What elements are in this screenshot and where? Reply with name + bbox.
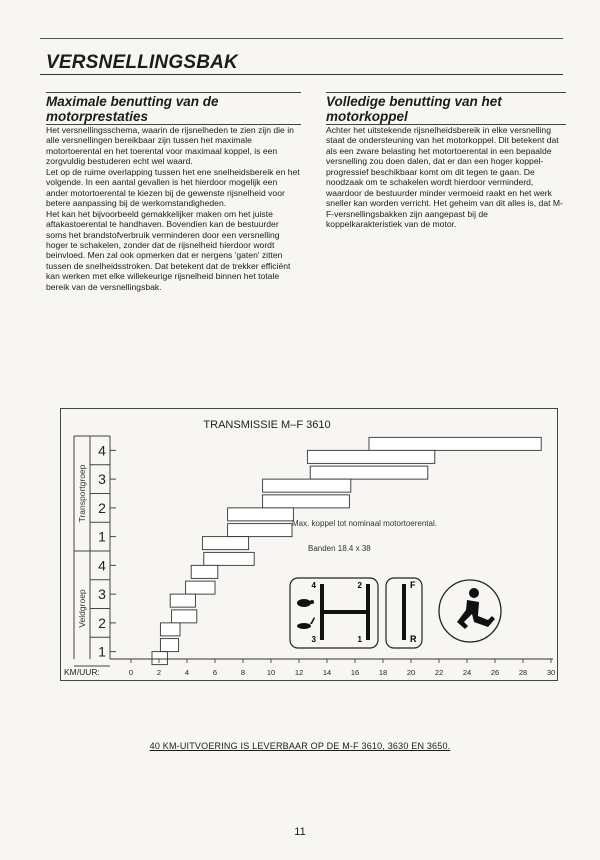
speed-range-bar [152,652,167,665]
gear-label: 1 [357,635,362,644]
speed-range-bar [202,537,248,550]
gear-label: 3 [311,635,316,644]
gear-label: 2 [357,581,362,590]
x-tick-label: 12 [294,668,304,677]
gear-number: 4 [98,557,106,574]
group-label: Transportgroep [77,464,87,523]
speed-range-bar [228,508,294,521]
speed-range-bar [204,552,254,565]
x-tick-label: 14 [322,668,332,677]
right-paragraph: Achter het uitstekende rijsnelheidsbereik in elke versnelling staat de ondersteuning van het motorkoppel. Dit betekent dat als een zware belasting het motortoerental in een bepaalde versnelling zou doen dalen, dat er dan een hoger koppel-progressief beschikbaar komt om dit tegen te gaan. De noodzaak om te schakelen wordt hierdoor verminderd, waardoor de bestuurder minder vermoeid raakt en het werk sneller kan worden verricht. Het geheim van dit alles is, dat M-F-versnellingsbakken zijn aangepast bij de koppelkarakteristiek van de motor. [326,125,563,230]
x-tick-label: 24 [462,668,472,677]
speed-range-bar [228,524,292,537]
chart-note-torque: Max. koppel tot nominaal motortoerental. [292,519,437,528]
gear-number: 1 [98,643,106,660]
title-underline [40,74,563,75]
chart-title: TRANSMISSIE M–F 3610 [203,419,331,431]
top-rule [40,38,563,39]
x-tick-label: 18 [378,668,388,677]
x-tick-label: 16 [350,668,360,677]
speed-range-bar [307,450,434,463]
gear-number: 2 [98,499,106,516]
x-tick-label: 10 [266,668,276,677]
right-heading: Volledige benutting van het motorkoppel [326,92,566,125]
speed-range-bar [263,495,350,508]
x-tick-label: 22 [434,668,444,677]
footnote: 40 KM-UITVOERING IS LEVERBAAR OP DE M-F 3610, 3630 EN 3650. [149,741,451,751]
left-paragraph: Het versnellingsschema, waarin de rijsnelheden te zien zijn die in alle versnellingen bereikbaar zijn tussen het maximale motortoerental en het toerental voor maximaal koppel, is een zorgvuldig bestuderen echt wel waard. [46,125,294,167]
gear-number: 3 [98,586,106,603]
tortoise-icon [297,599,314,607]
x-tick-label: 0 [128,668,134,677]
speed-range-bar [369,437,541,450]
left-column [46,92,301,292]
speed-range-bar [160,639,178,652]
hare-icon [297,617,315,629]
speed-range-bar [160,623,180,636]
x-tick-label: 28 [518,668,528,677]
x-axis-label: KM/UUR: [64,667,100,677]
x-tick-label: 8 [240,668,246,677]
x-tick-label: 30 [546,668,556,677]
range-label-forward: F [410,580,416,590]
speed-range-bar [170,594,195,607]
left-heading: Maximale benutting van de motorprestaties [46,92,301,125]
x-tick-label: 20 [406,668,416,677]
x-tick-label: 4 [184,668,190,677]
gear-number: 3 [98,471,106,488]
speed-range-bar [191,565,218,578]
speed-range-bar [172,610,197,623]
gear-number: 4 [98,442,106,459]
driver-seat-icon [439,580,501,642]
section-title: VERSNELLINGSBAK [46,52,238,73]
group-label: Veldgroep [77,589,87,628]
speed-range-bar [310,466,428,479]
transmission-chart [60,408,560,683]
page-number: 11 [294,826,306,838]
x-tick-label: 2 [156,668,162,677]
gear-number: 1 [98,528,106,545]
chart-note-tyres: Banden 18.4 x 38 [308,544,371,553]
x-tick-label: 6 [212,668,218,677]
shift-pattern [290,578,501,648]
speed-range-bar [263,479,351,492]
range-label-reverse: R [410,634,417,644]
right-column [326,92,566,230]
left-paragraph: Let op de ruime overlapping tussen het ene snelheidsbereik en het volgende. In een aantal gevallen is het hierdoor mogelijk een ander motortoerental te kiezen bij de gewenste rijsnelheid voor betere aanpassing bij de werkomstandigheden. [46,166,300,209]
left-paragraph: Het kan het bijvoorbeeld gemakkelijker maken om het juiste aftakastoerental te handhaven. Bovendien kan de bestuurder soms het brandstofverbruik verminderen door een versnelling hoger te schakelen, zonder dat de rijsnelheid hierdoor wordt beinvloed. Men zal ook opmerken dat er nergens 'gaten' zitten tussen de snelheidsstroken. Dat betekent dat de trekker efficiënt kan werken met elke willekeurige rijsnelheid binnen het totale bereik van de versnellingsbak. [46,208,291,292]
gear-number: 2 [98,614,106,631]
x-tick-label: 26 [490,668,500,677]
speed-range-bar [186,581,215,594]
gear-label: 4 [311,581,316,590]
